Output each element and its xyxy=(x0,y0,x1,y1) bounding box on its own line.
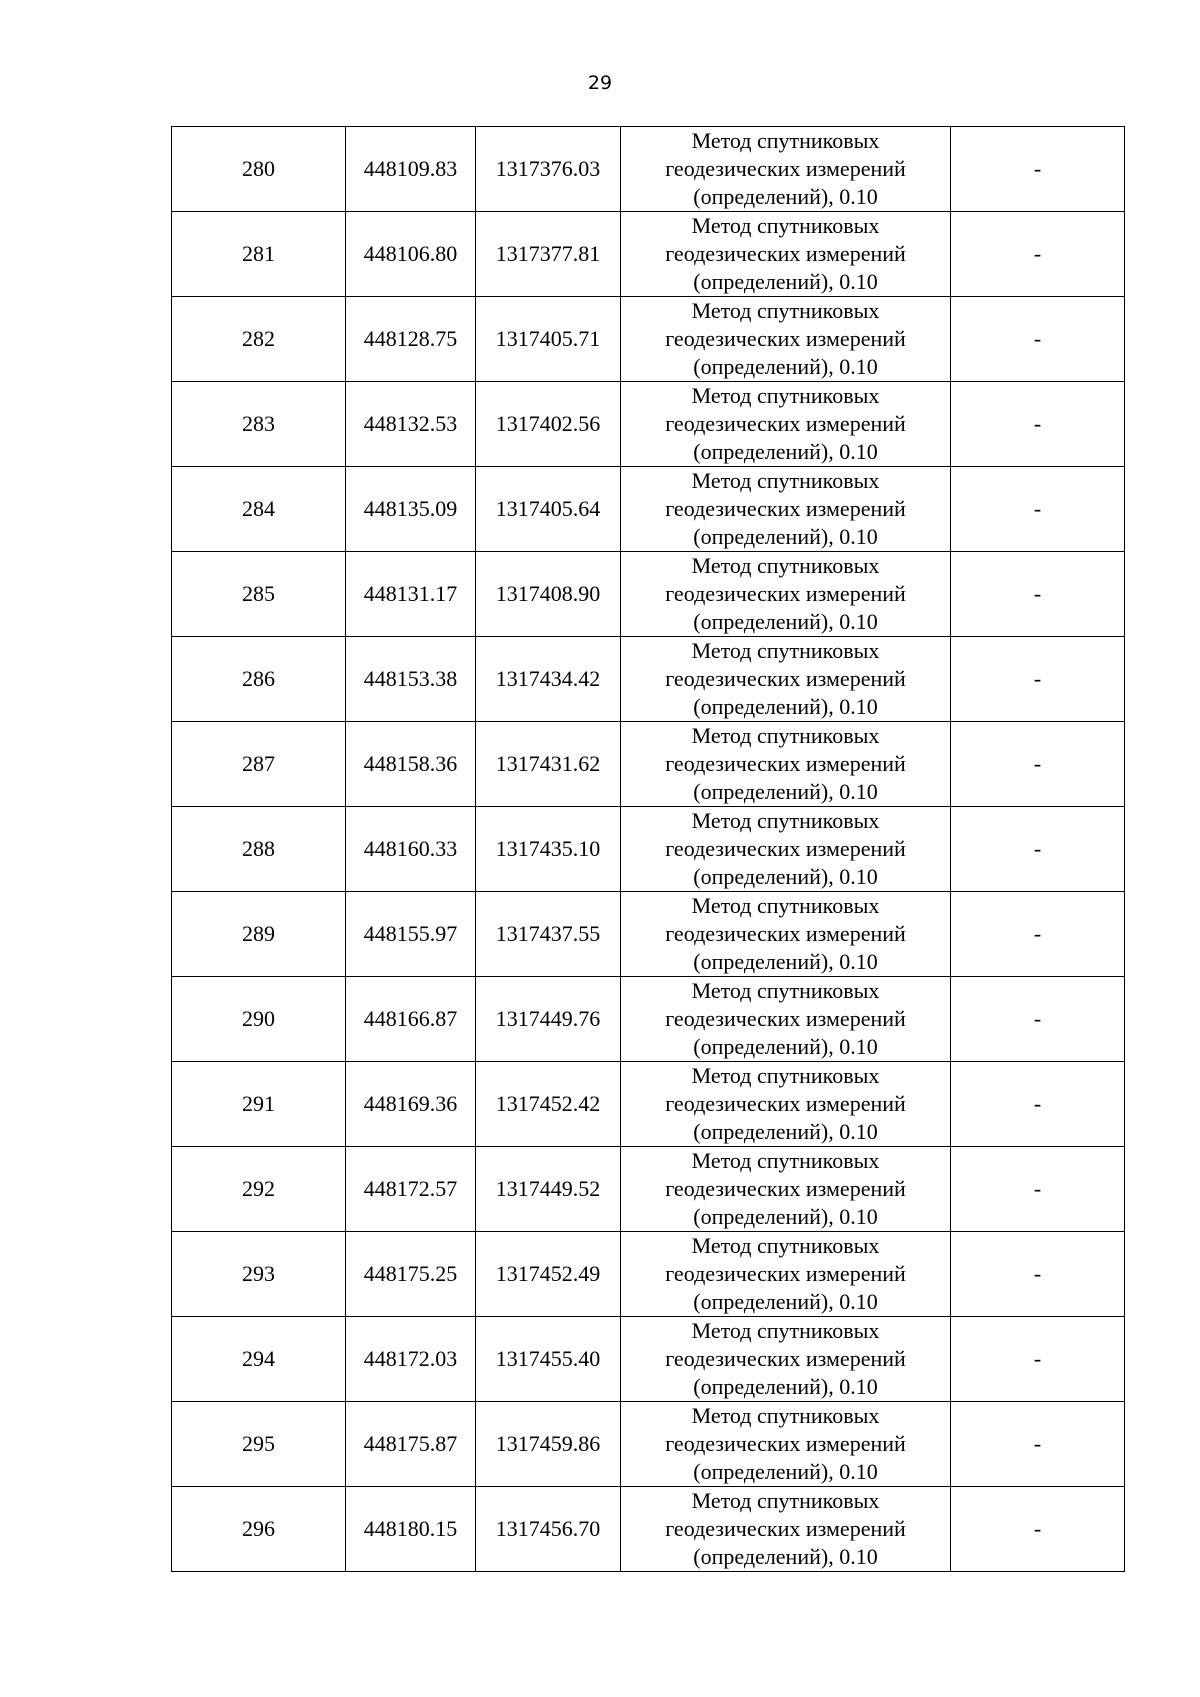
note-cell: - xyxy=(951,1487,1125,1572)
coordinates-table xyxy=(171,126,1125,1572)
point-number-cell: 290 xyxy=(172,977,346,1062)
method-line: Метод спутниковых xyxy=(691,1403,880,1428)
note-cell: - xyxy=(951,1147,1125,1232)
x-coordinate-cell: 448132.53 xyxy=(346,382,476,467)
note-cell: - xyxy=(951,1232,1125,1317)
method-line: (определений), 0.10 xyxy=(693,1204,878,1229)
method-line: (определений), 0.10 xyxy=(693,779,878,804)
method-cell xyxy=(621,892,951,977)
method-line: геодезических измерений xyxy=(665,1516,906,1541)
y-coordinate-cell: 1317377.81 xyxy=(476,212,621,297)
point-number-cell: 286 xyxy=(172,637,346,722)
method-cell xyxy=(621,212,951,297)
point-number-cell: 294 xyxy=(172,1317,346,1402)
note-cell: - xyxy=(951,977,1125,1062)
method-line: Метод спутниковых xyxy=(691,1318,880,1343)
method-line: геодезических измерений xyxy=(665,666,906,691)
point-number-cell: 293 xyxy=(172,1232,346,1317)
table-row xyxy=(172,807,1125,892)
note-cell: - xyxy=(951,637,1125,722)
method-line: геодезических измерений xyxy=(665,921,906,946)
table-row xyxy=(172,1402,1125,1487)
note-cell: - xyxy=(951,127,1125,212)
x-coordinate-cell: 448172.03 xyxy=(346,1317,476,1402)
y-coordinate-cell: 1317437.55 xyxy=(476,892,621,977)
table-row xyxy=(172,722,1125,807)
point-number-cell: 282 xyxy=(172,297,346,382)
table-row xyxy=(172,1317,1125,1402)
x-coordinate-cell: 448160.33 xyxy=(346,807,476,892)
method-line: геодезических измерений xyxy=(665,751,906,776)
method-line: (определений), 0.10 xyxy=(693,609,878,634)
x-coordinate-cell: 448172.57 xyxy=(346,1147,476,1232)
point-number-cell: 285 xyxy=(172,552,346,637)
note-cell: - xyxy=(951,1317,1125,1402)
y-coordinate-cell: 1317376.03 xyxy=(476,127,621,212)
note-cell: - xyxy=(951,467,1125,552)
table-row xyxy=(172,382,1125,467)
method-line: Метод спутниковых xyxy=(691,1488,880,1513)
y-coordinate-cell: 1317449.76 xyxy=(476,977,621,1062)
note-cell: - xyxy=(951,552,1125,637)
y-coordinate-cell: 1317459.86 xyxy=(476,1402,621,1487)
note-cell: - xyxy=(951,722,1125,807)
method-line: геодезических измерений xyxy=(665,326,906,351)
method-cell xyxy=(621,467,951,552)
method-line: (определений), 0.10 xyxy=(693,1374,878,1399)
y-coordinate-cell: 1317456.70 xyxy=(476,1487,621,1572)
y-coordinate-cell: 1317452.49 xyxy=(476,1232,621,1317)
point-number-cell: 287 xyxy=(172,722,346,807)
x-coordinate-cell: 448131.17 xyxy=(346,552,476,637)
table-row xyxy=(172,552,1125,637)
method-line: геодезических измерений xyxy=(665,1176,906,1201)
x-coordinate-cell: 448158.36 xyxy=(346,722,476,807)
point-number-cell: 281 xyxy=(172,212,346,297)
method-cell xyxy=(621,722,951,807)
point-number-cell: 289 xyxy=(172,892,346,977)
method-cell xyxy=(621,1147,951,1232)
method-line: (определений), 0.10 xyxy=(693,1289,878,1314)
method-cell xyxy=(621,1317,951,1402)
note-cell: - xyxy=(951,212,1125,297)
method-line: геодезических измерений xyxy=(665,836,906,861)
x-coordinate-cell: 448180.15 xyxy=(346,1487,476,1572)
table-row xyxy=(172,1232,1125,1317)
method-line: Метод спутниковых xyxy=(691,808,880,833)
method-line: геодезических измерений xyxy=(665,1346,906,1371)
page-number: 29 xyxy=(587,72,613,94)
method-line: (определений), 0.10 xyxy=(693,949,878,974)
note-cell: - xyxy=(951,807,1125,892)
method-cell xyxy=(621,1232,951,1317)
point-number-cell: 292 xyxy=(172,1147,346,1232)
x-coordinate-cell: 448175.87 xyxy=(346,1402,476,1487)
table-row xyxy=(172,297,1125,382)
y-coordinate-cell: 1317434.42 xyxy=(476,637,621,722)
note-cell: - xyxy=(951,297,1125,382)
method-line: (определений), 0.10 xyxy=(693,354,878,379)
point-number-cell: 288 xyxy=(172,807,346,892)
point-number-cell: 284 xyxy=(172,467,346,552)
note-cell: - xyxy=(951,1062,1125,1147)
method-line: геодезических измерений xyxy=(665,1431,906,1456)
method-line: геодезических измерений xyxy=(665,1091,906,1116)
table-row xyxy=(172,977,1125,1062)
method-line: (определений), 0.10 xyxy=(693,1119,878,1144)
method-line: геодезических измерений xyxy=(665,241,906,266)
table-row xyxy=(172,127,1125,212)
method-line: Метод спутниковых xyxy=(691,1148,880,1173)
method-cell xyxy=(621,127,951,212)
method-line: Метод спутниковых xyxy=(691,1233,880,1258)
x-coordinate-cell: 448166.87 xyxy=(346,977,476,1062)
x-coordinate-cell: 448169.36 xyxy=(346,1062,476,1147)
method-cell xyxy=(621,637,951,722)
table-row xyxy=(172,1147,1125,1232)
y-coordinate-cell: 1317431.62 xyxy=(476,722,621,807)
x-coordinate-cell: 448135.09 xyxy=(346,467,476,552)
point-number-cell: 291 xyxy=(172,1062,346,1147)
method-cell xyxy=(621,1402,951,1487)
method-line: Метод спутниковых xyxy=(691,723,880,748)
y-coordinate-cell: 1317405.64 xyxy=(476,467,621,552)
y-coordinate-cell: 1317408.90 xyxy=(476,552,621,637)
method-line: геодезических измерений xyxy=(665,156,906,181)
x-coordinate-cell: 448153.38 xyxy=(346,637,476,722)
method-line: Метод спутниковых xyxy=(691,553,880,578)
method-cell xyxy=(621,552,951,637)
method-line: Метод спутниковых xyxy=(691,978,880,1003)
method-line: (определений), 0.10 xyxy=(693,524,878,549)
note-cell: - xyxy=(951,1402,1125,1487)
table-row xyxy=(172,212,1125,297)
method-line: (определений), 0.10 xyxy=(693,694,878,719)
method-line: (определений), 0.10 xyxy=(693,439,878,464)
method-line: Метод спутниковых xyxy=(691,893,880,918)
x-coordinate-cell: 448109.83 xyxy=(346,127,476,212)
method-line: (определений), 0.10 xyxy=(693,269,878,294)
y-coordinate-cell: 1317452.42 xyxy=(476,1062,621,1147)
method-line: (определений), 0.10 xyxy=(693,1544,878,1569)
method-line: Метод спутниковых xyxy=(691,468,880,493)
table-row xyxy=(172,892,1125,977)
method-cell xyxy=(621,807,951,892)
method-line: геодезических измерений xyxy=(665,1006,906,1031)
point-number-cell: 295 xyxy=(172,1402,346,1487)
point-number-cell: 283 xyxy=(172,382,346,467)
method-line: Метод спутниковых xyxy=(691,298,880,323)
method-line: Метод спутниковых xyxy=(691,638,880,663)
method-cell xyxy=(621,1487,951,1572)
note-cell: - xyxy=(951,892,1125,977)
y-coordinate-cell: 1317405.71 xyxy=(476,297,621,382)
y-coordinate-cell: 1317449.52 xyxy=(476,1147,621,1232)
table-row xyxy=(172,637,1125,722)
method-line: (определений), 0.10 xyxy=(693,864,878,889)
method-line: (определений), 0.10 xyxy=(693,1459,878,1484)
method-line: геодезических измерений xyxy=(665,581,906,606)
y-coordinate-cell: 1317402.56 xyxy=(476,382,621,467)
y-coordinate-cell: 1317455.40 xyxy=(476,1317,621,1402)
method-line: геодезических измерений xyxy=(665,496,906,521)
table-row xyxy=(172,1487,1125,1572)
table-row xyxy=(172,467,1125,552)
coordinates-table-body xyxy=(172,127,1125,1572)
method-line: (определений), 0.10 xyxy=(693,184,878,209)
method-cell xyxy=(621,1062,951,1147)
x-coordinate-cell: 448106.80 xyxy=(346,212,476,297)
method-line: Метод спутниковых xyxy=(691,383,880,408)
method-cell xyxy=(621,297,951,382)
method-line: Метод спутниковых xyxy=(691,1063,880,1088)
table-row xyxy=(172,1062,1125,1147)
point-number-cell: 296 xyxy=(172,1487,346,1572)
method-line: геодезических измерений xyxy=(665,1261,906,1286)
method-line: (определений), 0.10 xyxy=(693,1034,878,1059)
note-cell: - xyxy=(951,382,1125,467)
x-coordinate-cell: 448175.25 xyxy=(346,1232,476,1317)
point-number-cell: 280 xyxy=(172,127,346,212)
method-line: Метод спутниковых xyxy=(691,213,880,238)
method-cell xyxy=(621,977,951,1062)
method-line: геодезических измерений xyxy=(665,411,906,436)
x-coordinate-cell: 448128.75 xyxy=(346,297,476,382)
method-line: Метод спутниковых xyxy=(691,128,880,153)
y-coordinate-cell: 1317435.10 xyxy=(476,807,621,892)
x-coordinate-cell: 448155.97 xyxy=(346,892,476,977)
method-cell xyxy=(621,382,951,467)
